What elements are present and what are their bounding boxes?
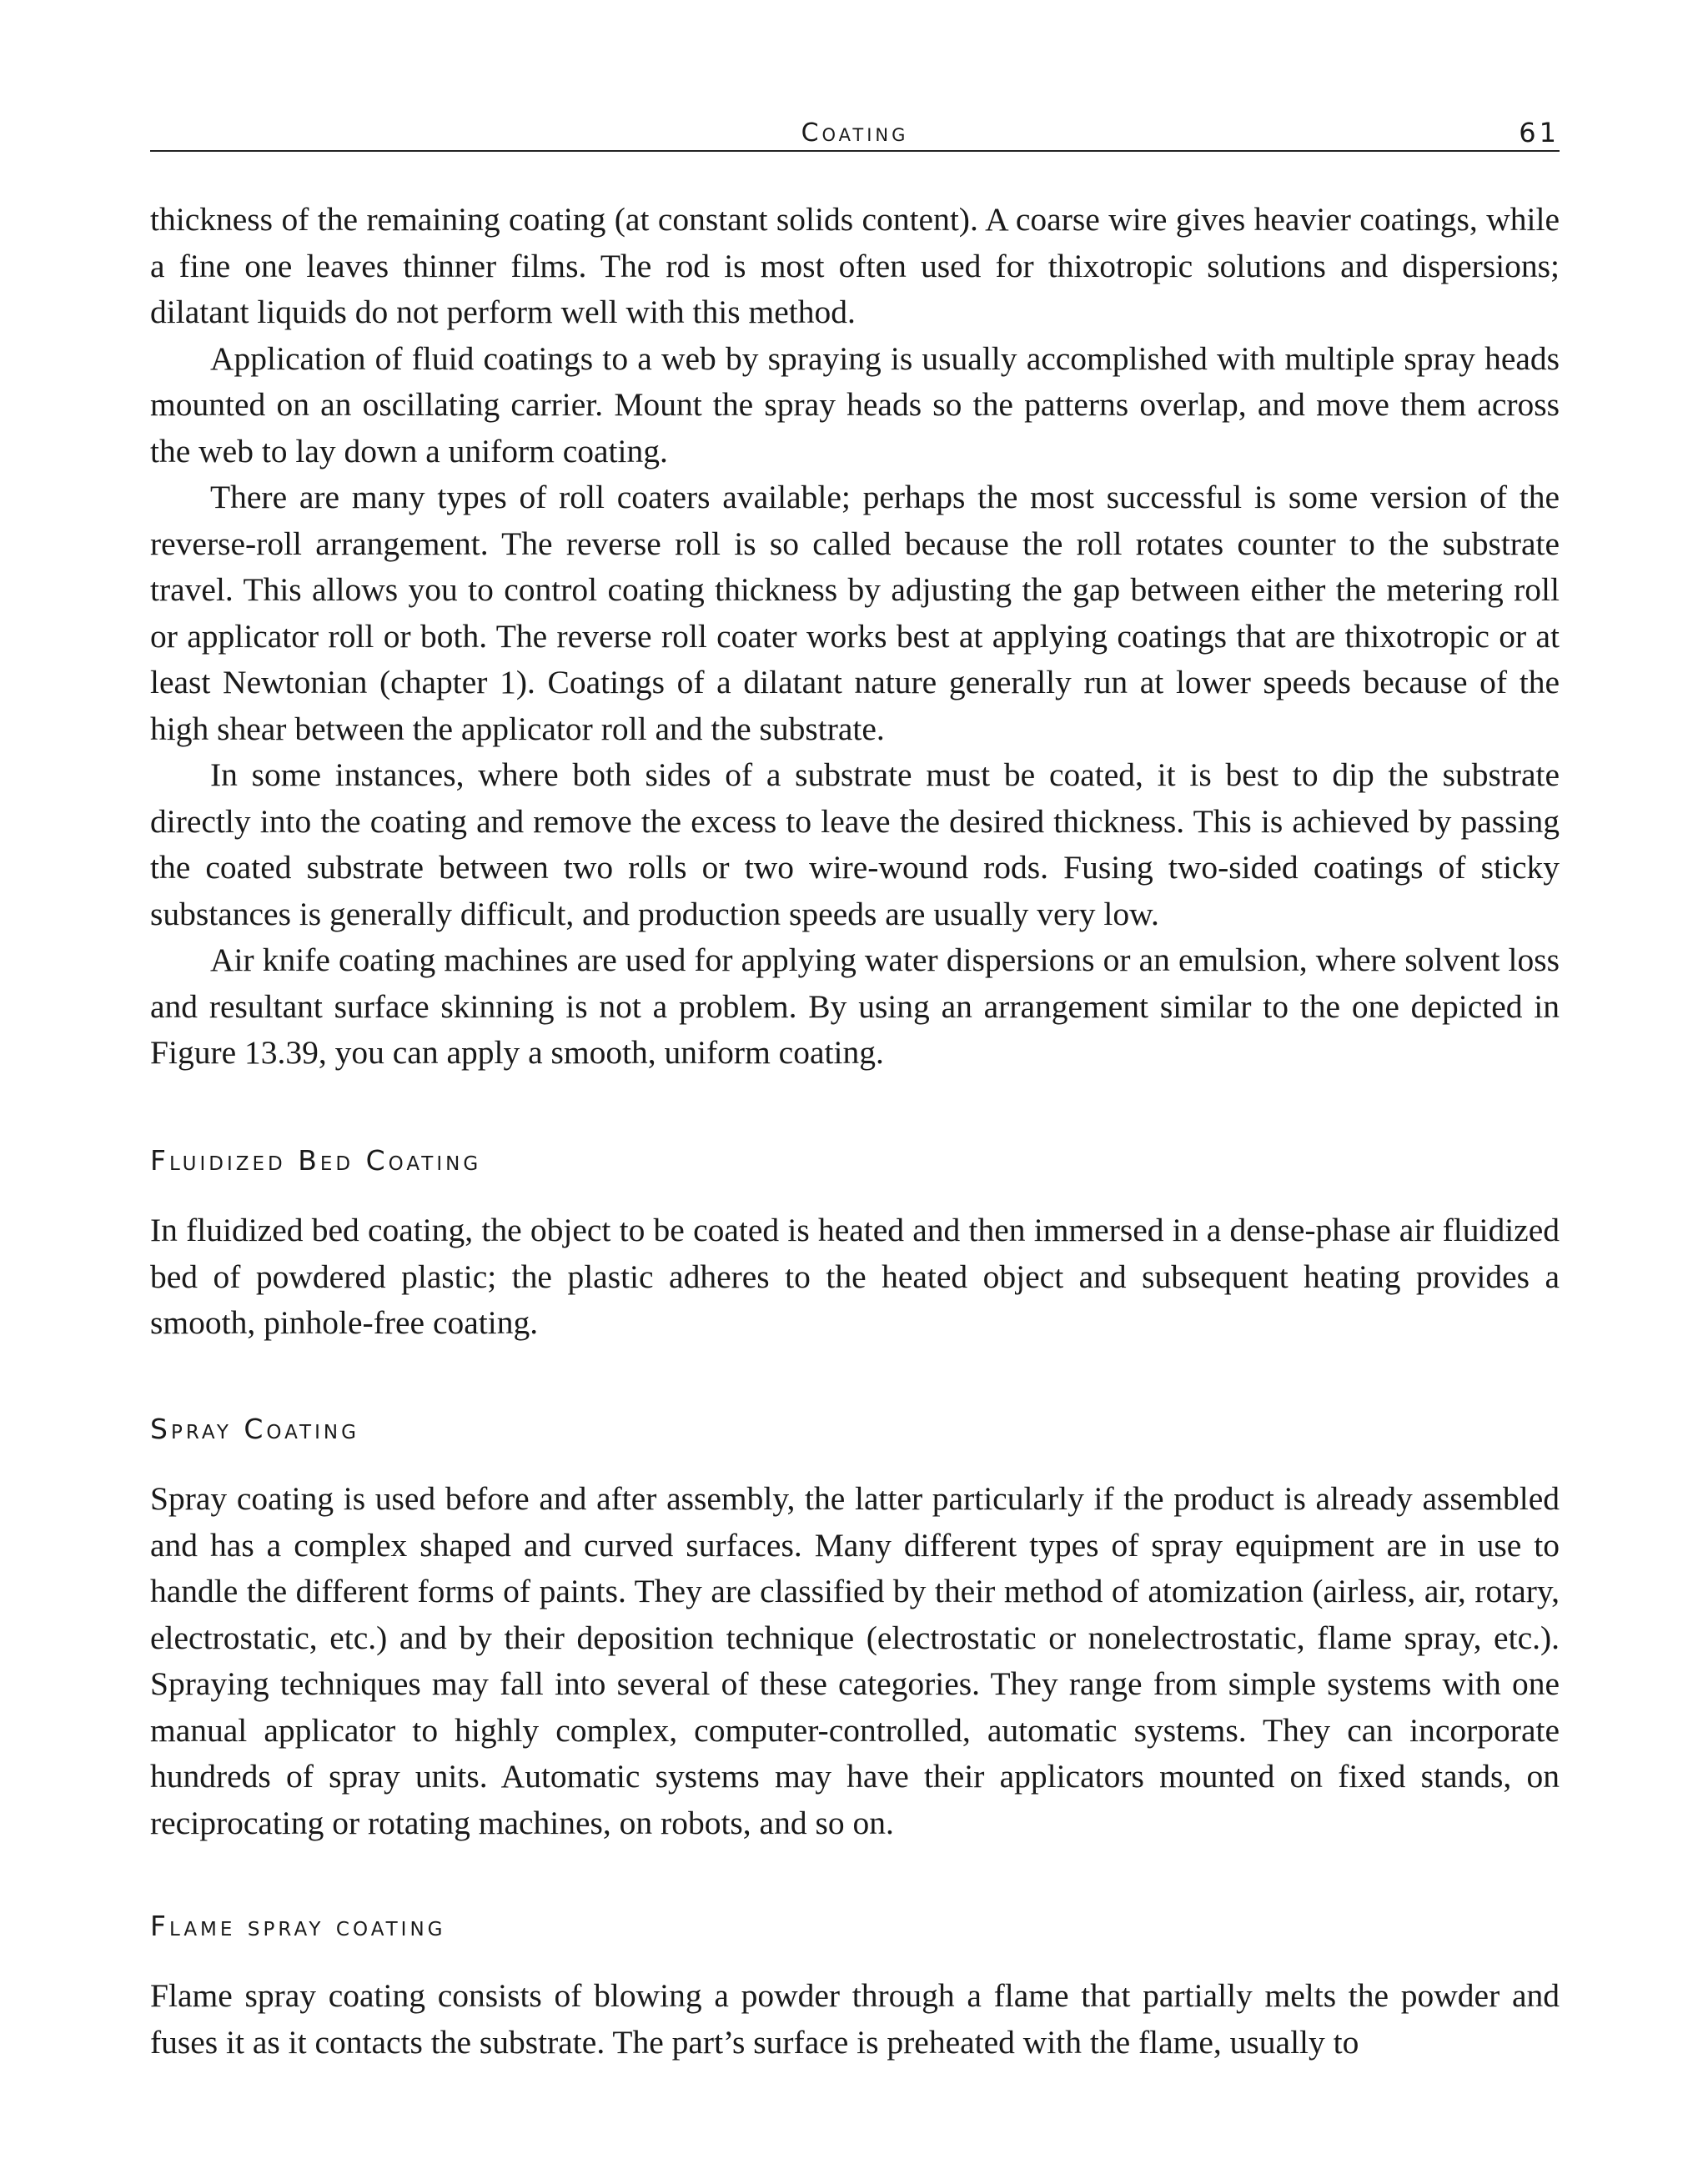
running-title: Coating: [801, 118, 909, 148]
page-number: 61: [1519, 117, 1560, 148]
fluidized-section: [150, 1207, 1560, 1347]
paragraph-fluidized-bed: In fluidized bed coating, the object to be coated is heated and then immersed in a dense-phase air fluidized bed of powdered plastic; the plastic adheres to the heated object and subsequent heating provides a smooth, pinhole-free coating.: [150, 1212, 1560, 1341]
heading-flame-spray: Flame spray coating: [150, 1910, 446, 1942]
heading-fluidized-bed: Fluidized Bed Coating: [150, 1144, 482, 1177]
paragraph-roll-coaters: There are many types of roll coaters available; perhaps the most successful is some version of the reverse-roll arrangement. The reverse roll is so called because the roll rotates counter to the substrate travel. This allows you to control coating thickness by adjusting the gap between either the metering roll or applicator roll or both. The reverse roll coater works best at applying coatings that are thixotropic or at least Newtonian (chapter 1). Coatings of a dilatant nature generally run at lower speeds because of the high shear between the applicator roll and the substrate.: [150, 479, 1560, 747]
paragraph-spray-web: Application of fluid coatings to a web by spraying is usually accomplished with multiple spray heads mounted on an oscillating carrier. Mount the spray heads so the patterns overlap, and move them across the web to lay down a uniform coating.: [150, 339, 1560, 469]
paragraph-rod-coating: thickness of the remaining coating (at constant solids content). A coarse wire gives heavier coatings, while a fine one leaves thinner films. The rod is most often used for thixotropic solutions and dispersions; dilatant liquids do not perform well with this method.: [150, 201, 1560, 330]
spray-section: [150, 1476, 1560, 1846]
running-head: [150, 117, 1560, 152]
flame-section: [150, 1973, 1560, 2066]
paragraph-dip-coating: In some instances, where both sides of a substrate must be coated, it is best to dip the substrate directly into the coating and remove the excess to leave the desired thickness. This is achieved by passing the coated substrate between two rolls or two wire-wound rods. Fusing two-sided coatings of sticky substances is generally difficult, and production speeds are usually very low.: [150, 756, 1560, 932]
paragraph-spray-coating: Spray coating is used before and after assembly, the latter particularly if the product is already assembled and has a complex shaped and curved surfaces. Many different types of spray equipment are in use to handle the different forms of paints. They are classified by their method of atomization (airless, air, rotary, electrostatic, etc.) and by their deposition technique (electrostatic or nonelectrostatic, flame spray, etc.). Spraying techniques may fall into several of these categories. They range from simple systems with one manual applicator to highly complex, computer-controlled, automatic systems. They can incorporate hundreds of spray units. Automatic systems may have their applicators mounted on fixed stands, on reciprocating or rotating machines, on robots, and so on.: [150, 1480, 1560, 1841]
intro-section: [150, 197, 1560, 1077]
paragraph-air-knife: Air knife coating machines are used for applying water dispersions or an emulsion, where solvent loss and resultant surface skinning is not a problem. By using an arrangement similar to the one depicted in Figure 13.39, you can apply a smooth, uniform coating.: [150, 941, 1560, 1071]
paragraph-flame-spray: Flame spray coating consists of blowing a powder through a flame that partially melts the powder and fuses it as it contacts the substrate. The part’s surface is preheated with the flame, usually to: [150, 1977, 1560, 2061]
heading-spray-coating: Spray Coating: [150, 1413, 359, 1445]
